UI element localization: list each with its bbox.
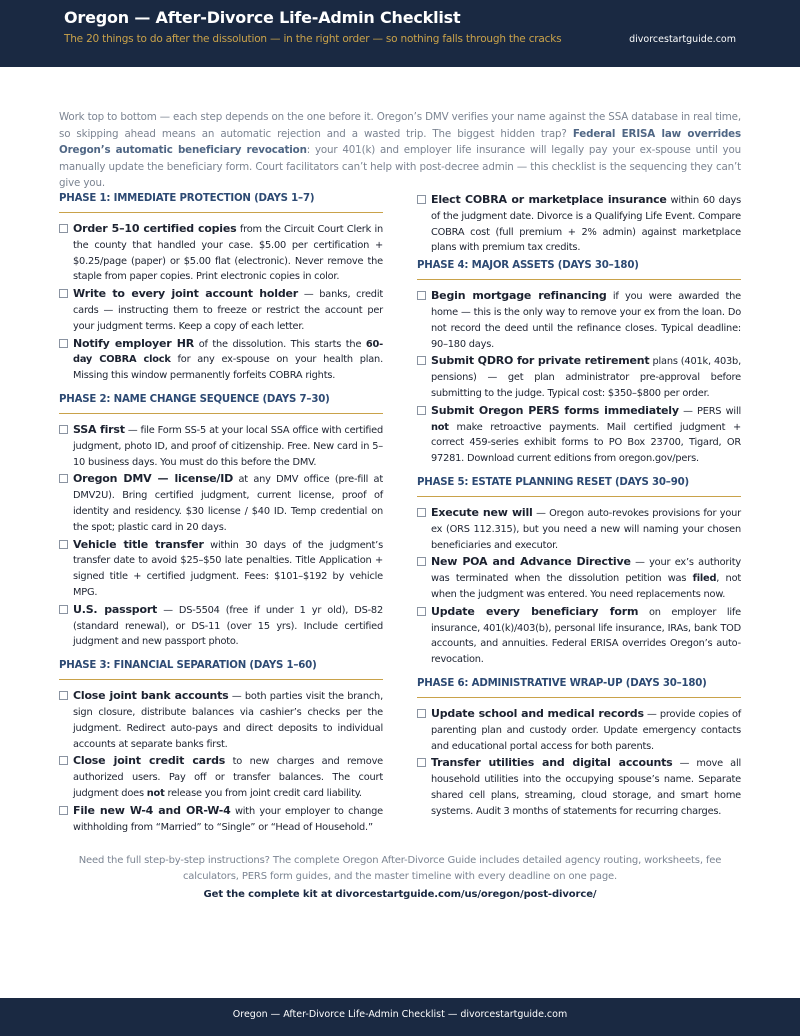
checklist-item xyxy=(417,288,741,352)
item-title: Elect COBRA or marketplace insurance xyxy=(431,193,667,206)
item-text: within 60 days of the judgment date. Divorce is a Qualifying Life Event. Compare COBRA cost (full premium + 2% admin) against marketplace plans with premium tax credits. xyxy=(431,195,742,254)
item-emphasis: filed xyxy=(692,573,717,585)
checkbox[interactable] xyxy=(59,540,68,549)
checkbox[interactable] xyxy=(417,195,426,204)
checkbox[interactable] xyxy=(417,557,426,566)
checkbox[interactable] xyxy=(417,758,426,767)
item-title: Vehicle title transfer xyxy=(73,537,204,551)
checklist-item xyxy=(59,471,383,535)
item-title: Transfer utilities and digital accounts xyxy=(431,756,673,770)
item-text: , not when the judgment was entered. You need replacements now. xyxy=(431,573,742,600)
checkbox[interactable] xyxy=(59,806,68,815)
item-title: U.S. passport xyxy=(73,602,158,616)
item-text: plans (401k, 403b, pensions) — get plan administrator pre-approval before submitting to the judge. Typical cost: $350–$800 per order. xyxy=(431,356,741,399)
item-title: File new W-4 and OR-W-4 xyxy=(73,803,231,817)
checklist-item xyxy=(59,602,383,650)
checkbox[interactable] xyxy=(59,339,68,348)
checkbox[interactable] xyxy=(417,291,426,300)
item-text: — banks, credit cards — instructing them to freeze or restrict the account per your judgment terms. Keep a copy of each letter. xyxy=(73,289,383,332)
checkbox[interactable] xyxy=(59,691,68,700)
item-title: Oregon DMV — license/ID xyxy=(73,472,234,486)
checklist-item xyxy=(417,706,741,754)
item-title: Order 5–10 certified copies xyxy=(73,222,237,235)
checklist-item xyxy=(417,505,741,553)
phase-1-heading: PHASE 1: IMMEDIATE PROTECTION (DAYS 1–7) xyxy=(59,193,383,213)
item-text: from the Circuit Court Clerk in the county that handled your case. $5.00 per certification + $0.25/page (paper) or $5.00 flat (electronic). Never remove the staple from paper copies. Print electronic copies in color. xyxy=(73,224,383,283)
item-title: Submit QDRO for private retirement xyxy=(431,354,650,368)
checklist-item xyxy=(59,688,383,752)
item-title: Submit Oregon PERS forms immediately xyxy=(431,403,679,417)
phase-2-heading: PHASE 2: NAME CHANGE SEQUENCE (DAYS 7–30) xyxy=(59,394,383,414)
checklist-item xyxy=(417,554,741,602)
checkbox[interactable] xyxy=(417,508,426,517)
left-column xyxy=(59,192,383,836)
checklist-item xyxy=(59,537,383,601)
bottom-bar-text: Oregon — After-Divorce Life-Admin Checklist — divorcestartguide.com xyxy=(232,1009,568,1020)
item-text: with your employer to change withholding from “Married” to “Single” or “Head of Household.” xyxy=(73,805,383,833)
phase-6-heading: PHASE 6: ADMINISTRATIVE WRAP-UP (DAYS 30–180) xyxy=(417,678,741,698)
checkbox[interactable] xyxy=(417,607,426,616)
item-title: Close joint credit cards xyxy=(73,754,226,768)
item-text: for any ex-spouse on your health plan. Missing this window permanently forfeits COBRA rights. xyxy=(73,354,383,382)
checklist-item xyxy=(417,604,741,668)
checklist-item xyxy=(417,755,741,819)
item-text: if you were awarded the home — this is the only way to remove your ex from the loan. Do not record the deed until the refinance closes. Typical deadline: 90–180 days. xyxy=(431,291,741,350)
item-title: Write to every joint account holder xyxy=(73,287,299,301)
item-text: within 30 days of the judgment’s transfer date to avoid $25–$50 late penalties. Title Application + signed title + certified judgment. Fees: $101–$192 by vehicle MPG. xyxy=(73,539,383,598)
checklist-item xyxy=(417,353,741,401)
phase-5-heading: PHASE 5: ESTATE PLANNING RESET (DAYS 30–90) xyxy=(417,477,741,497)
item-title: SSA first xyxy=(73,422,125,436)
item-title: Begin mortgage refinancing xyxy=(431,289,607,303)
item-text: — move all household utilities into the occupying spouse’s name. Separate shared cell plans, streaming, cloud storage, and smart home systems. Audit 3 months of statements for recurring charges. xyxy=(431,758,741,817)
checkbox[interactable] xyxy=(417,709,426,718)
item-text: — DS-5504 (free if under 1 yr old), DS-82 (standard renewal), or DS-11 (over 15 yrs). Include certified judgment and new passport photo. xyxy=(73,604,383,648)
item-title: Update school and medical records xyxy=(431,706,644,720)
intro-text-1: Work top to bottom — each step depends on the one before it. Oregon’s DMV verifies your name against the SSA database in real time, so skipping ahead means an automatic rejection and a wasted trip. The biggest hidden trap? xyxy=(59,111,741,140)
checklist-item xyxy=(417,403,741,467)
footer-note: Need the full step-by-step instructions? The complete Oregon After-Divorce Guide includes detailed agency routing, worksheets, fee calculators, PERS form guides, and the master timeline with every deadline on one page. xyxy=(78,855,722,882)
item-title: Close joint bank accounts xyxy=(73,689,229,703)
checkbox[interactable] xyxy=(59,756,68,765)
checklist-item xyxy=(59,221,383,285)
page-header xyxy=(0,0,800,67)
item-text: — both parties visit the branch, sign closure, distribute balances via cashier’s checks per the judgment. Redirect auto-pays and direct deposits to individual accounts at separate banks first. xyxy=(73,691,383,750)
item-text: — Oregon auto-revokes provisions for your ex (ORS 112.315), but you need a new will naming your chosen beneficiaries and executor. xyxy=(431,507,741,551)
checklist-item xyxy=(59,803,383,836)
item-text: — PERS will xyxy=(678,405,741,417)
checklist-item xyxy=(59,753,383,801)
right-column xyxy=(417,192,741,821)
item-text: at any DMV office (pre-fill at DMV2U). Bring certified judgment, current license, proof of identity and residency. $30 license / $40 ID. Temp credential on the spot; plastic card in 20 days. xyxy=(73,474,383,533)
checkbox[interactable] xyxy=(417,356,426,365)
intro-highlight: Federal ERISA law overrides Oregon’s automatic beneficiary revocation xyxy=(59,127,741,156)
checkbox[interactable] xyxy=(59,605,68,614)
footer-cta-link[interactable]: Get the complete kit at divorcestartguide.com/us/oregon/post-divorce/ xyxy=(203,889,597,900)
phase-4-heading: PHASE 4: MAJOR ASSETS (DAYS 30–180) xyxy=(417,260,741,280)
intro-text-2: : your 401(k) and employer life insurance will legally pay your ex-spouse until you manually update the beneficiary form. Court facilitators can’t help with post-decree admin — this checklist is the sequencing they can’t give you. xyxy=(59,144,741,189)
checklist-item xyxy=(417,192,741,256)
bottom-bar xyxy=(0,998,800,1036)
item-text: — file Form SS-5 at your local SSA office with certified judgment, photo ID, and proof of citizenship. Free. New card in 5–10 business days. You must do this before the DMV. xyxy=(73,424,384,468)
page-subtitle: The 20 things to do after the dissolution — in the right order — so nothing falls through the cracks xyxy=(64,33,562,45)
item-text: to new charges and remove authorized users. Pay off or transfer balances. The court judgment does xyxy=(73,756,383,799)
item-text: of the dissolution. This starts the xyxy=(194,338,366,350)
phase-3-heading: PHASE 3: FINANCIAL SEPARATION (DAYS 1–60) xyxy=(59,660,383,680)
checkbox[interactable] xyxy=(59,425,68,434)
item-text: — provide copies of parenting plan and custody order. Update emergency contacts and educational portal access for both parents. xyxy=(431,708,741,752)
item-title: Update every beneficiary form xyxy=(431,604,639,618)
item-text: release you from joint credit card liability. xyxy=(164,787,362,799)
intro-paragraph xyxy=(59,109,741,192)
checkbox[interactable] xyxy=(59,224,68,233)
item-emphasis: 60-day COBRA clock xyxy=(73,338,383,366)
checklist-item xyxy=(59,336,383,384)
checklist-item xyxy=(59,422,383,470)
checkbox[interactable] xyxy=(59,289,68,298)
checkbox[interactable] xyxy=(417,406,426,415)
item-text: on employer life insurance, 401(k)/403(b), personal life insurance, IRAs, bank TOD accounts, and annuities. Federal ERISA overrides Oregon’s auto-revocation. xyxy=(431,606,741,666)
checkbox[interactable] xyxy=(59,474,68,483)
page-title: Oregon — After-Divorce Life-Admin Checklist xyxy=(64,8,461,27)
site-link[interactable]: divorcestartguide.com xyxy=(629,34,736,45)
item-text: — your ex’s authority was terminated when the dissolution petition was xyxy=(431,557,741,585)
item-title: Notify employer HR xyxy=(73,336,195,350)
item-title: New POA and Advance Directive xyxy=(431,555,631,569)
item-emphasis: not xyxy=(146,787,165,799)
item-title: Execute new will xyxy=(431,505,533,519)
item-text: make retroactive payments. Mail certified judgment + correct 459-series exhibit forms to PO Box 23700, Tigard, OR 97281. Download current editions from oregon.gov/pers. xyxy=(431,421,741,465)
item-emphasis: not xyxy=(431,421,449,433)
checklist-item xyxy=(59,286,383,334)
